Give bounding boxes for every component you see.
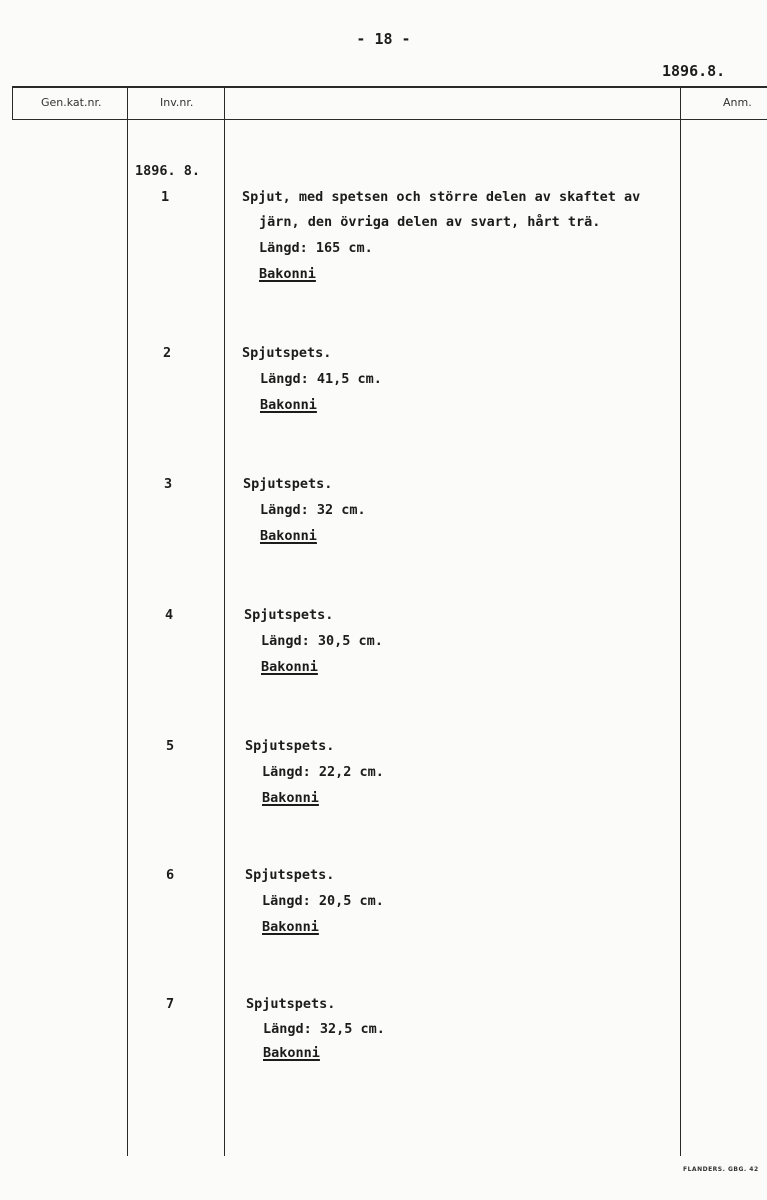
entry-3-number: 3	[164, 476, 173, 492]
column-header-inv: Inv.nr.	[160, 96, 194, 109]
entry-2-place: Bakonni	[260, 397, 317, 413]
entry-2-title: Spjutspets.	[242, 345, 332, 361]
column-header-anm: Anm.	[723, 96, 752, 109]
entry-7-title: Spjutspets.	[246, 996, 336, 1012]
entry-4-place: Bakonni	[261, 659, 318, 675]
entry-3-length: Längd: 32 cm.	[260, 502, 366, 518]
accession-number-top: 1896.8.	[662, 62, 726, 80]
entry-6-title: Spjutspets.	[245, 867, 335, 883]
entry-2-length: Längd: 41,5 cm.	[260, 371, 382, 387]
entry-1-title: Spjut, med spetsen och större delen av skaftet av	[242, 189, 641, 205]
printer-imprint: FLANDERS. GBG. 42	[683, 1166, 759, 1173]
entry-6-number: 6	[166, 867, 175, 883]
entry-7-length: Längd: 32,5 cm.	[263, 1021, 385, 1037]
entry-5-length: Längd: 22,2 cm.	[262, 764, 384, 780]
entry-4-title: Spjutspets.	[244, 607, 334, 623]
column-divider-1	[127, 86, 128, 1156]
table-top-rule	[12, 86, 767, 88]
column-divider-2	[224, 86, 225, 1156]
entry-6-length: Längd: 20,5 cm.	[262, 893, 384, 909]
accession-number: 1896. 8.	[135, 163, 201, 179]
column-header-gen-kat: Gen.kat.nr.	[41, 96, 102, 109]
entry-5-number: 5	[166, 738, 175, 754]
left-border	[12, 86, 13, 120]
header-bottom-rule	[12, 119, 767, 120]
entry-1-title-cont: järn, den övriga delen av svart, hårt trä.	[259, 214, 601, 230]
entry-7-number: 7	[166, 996, 175, 1012]
entry-3-title: Spjutspets.	[243, 476, 333, 492]
entry-1-place: Bakonni	[259, 266, 316, 282]
entry-6-place: Bakonni	[262, 919, 319, 935]
entry-1-length: Längd: 165 cm.	[259, 240, 373, 256]
entry-5-title: Spjutspets.	[245, 738, 335, 754]
entry-5-place: Bakonni	[262, 790, 319, 806]
column-divider-3	[680, 86, 681, 1156]
entry-2-number: 2	[163, 345, 172, 361]
page-number: - 18 -	[356, 30, 411, 48]
entry-1-number: 1	[161, 189, 170, 205]
entry-7-place: Bakonni	[263, 1045, 320, 1061]
entry-4-number: 4	[165, 607, 174, 623]
entry-4-length: Längd: 30,5 cm.	[261, 633, 383, 649]
entry-3-place: Bakonni	[260, 528, 317, 544]
